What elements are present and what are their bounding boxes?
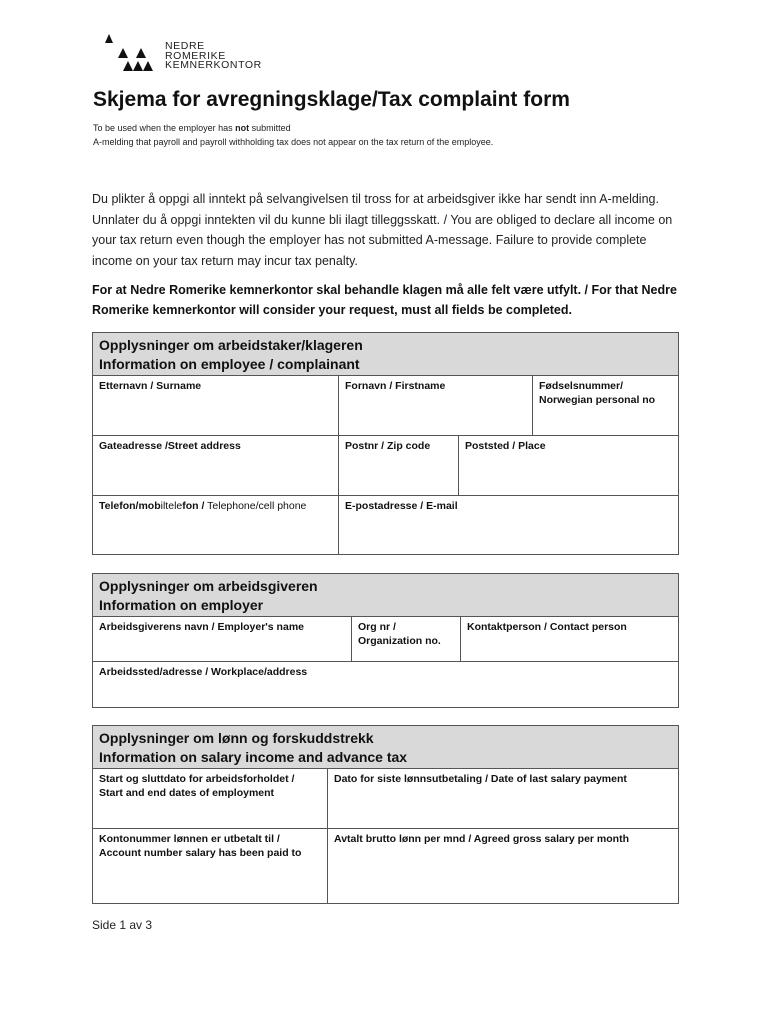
triangles-logo-icon bbox=[103, 34, 163, 78]
employer-section bbox=[92, 573, 679, 708]
account-number-field[interactable]: Kontonummer lønnen er utbetalt til / Account number salary has been paid to bbox=[93, 829, 328, 904]
logo-line-3: KEMNERKONTOR bbox=[165, 59, 262, 71]
surname-field[interactable]: Etternavn / Surname bbox=[93, 376, 339, 436]
firstname-field[interactable]: Fornavn / Firstname bbox=[339, 376, 533, 436]
usage-line-2: A-melding that payroll and payroll withholding tax does not appear on the tax return of the employee. bbox=[93, 137, 494, 147]
employment-dates-field[interactable]: Start og sluttdato for arbeidsforholdet / Start and end dates of employment bbox=[93, 769, 328, 829]
page-number: Side 1 av 3 bbox=[92, 918, 153, 932]
salary-heading: Opplysninger om lønn og forskuddstrekk Information on salary income and advance tax bbox=[93, 726, 679, 769]
employer-heading: Opplysninger om arbeidsgiveren Information on employer bbox=[93, 574, 679, 617]
phone-field[interactable]: Telefon/mobiltelefon / Telephone/cell phone bbox=[93, 496, 339, 555]
employee-heading: Opplysninger om arbeidstaker/klageren Information on employee / complainant bbox=[93, 333, 679, 376]
logo-line-2: ROMERIKE bbox=[165, 49, 226, 62]
page-title: Skjema for avregningsklage/Tax complaint form bbox=[93, 88, 570, 111]
intro-paragraph: Du plikter å oppgi all inntekt på selvangivelsen til tross for at arbeidsgiver ikke har sendt inn A-melding. Unnlater du å oppgi inntekten vil du kunne bli ilagt tilleggsskatt. / You are obliged to declare all income on your tax return even though the employer has not submitted A-message. Failure to provide complete income on your tax return may incur tax penalty. bbox=[92, 192, 673, 268]
salary-section bbox=[92, 725, 679, 904]
usage-note bbox=[93, 121, 693, 149]
street-address-field[interactable]: Gateadresse /Street address bbox=[93, 436, 339, 496]
usage-line-1: To be used when the employer has not submitted bbox=[93, 123, 291, 133]
employer-name-field[interactable]: Arbeidsgiverens navn / Employer's name bbox=[93, 617, 352, 662]
workplace-address-field[interactable]: Arbeidssted/adresse / Workplace/address bbox=[93, 662, 679, 708]
logo-line-1: NEDRE bbox=[165, 40, 205, 52]
birth-number-field[interactable]: Fødselsnummer/ Norwegian personal no bbox=[533, 376, 679, 436]
org-number-field[interactable]: Org nr / Organization no. bbox=[352, 617, 461, 662]
contact-person-field[interactable]: Kontaktperson / Contact person bbox=[461, 617, 679, 662]
logo-text bbox=[165, 42, 262, 71]
email-field[interactable]: E-postadresse / E-mail bbox=[339, 496, 679, 555]
employee-section bbox=[92, 332, 679, 555]
logo bbox=[103, 34, 303, 78]
last-payment-date-field[interactable]: Dato for siste lønnsutbetaling / Date of last salary payment bbox=[328, 769, 679, 829]
place-field[interactable]: Poststed / Place bbox=[459, 436, 679, 496]
completion-note: For at Nedre Romerike kemnerkontor skal behandle klagen må alle felt være utfylt. / For that Nedre Romerike kemnerkontor will consider your request, must all fields be completed. bbox=[92, 283, 677, 317]
zip-code-field[interactable]: Postnr / Zip code bbox=[339, 436, 459, 496]
gross-salary-field[interactable]: Avtalt brutto lønn per mnd / Agreed gross salary per month bbox=[328, 829, 679, 904]
